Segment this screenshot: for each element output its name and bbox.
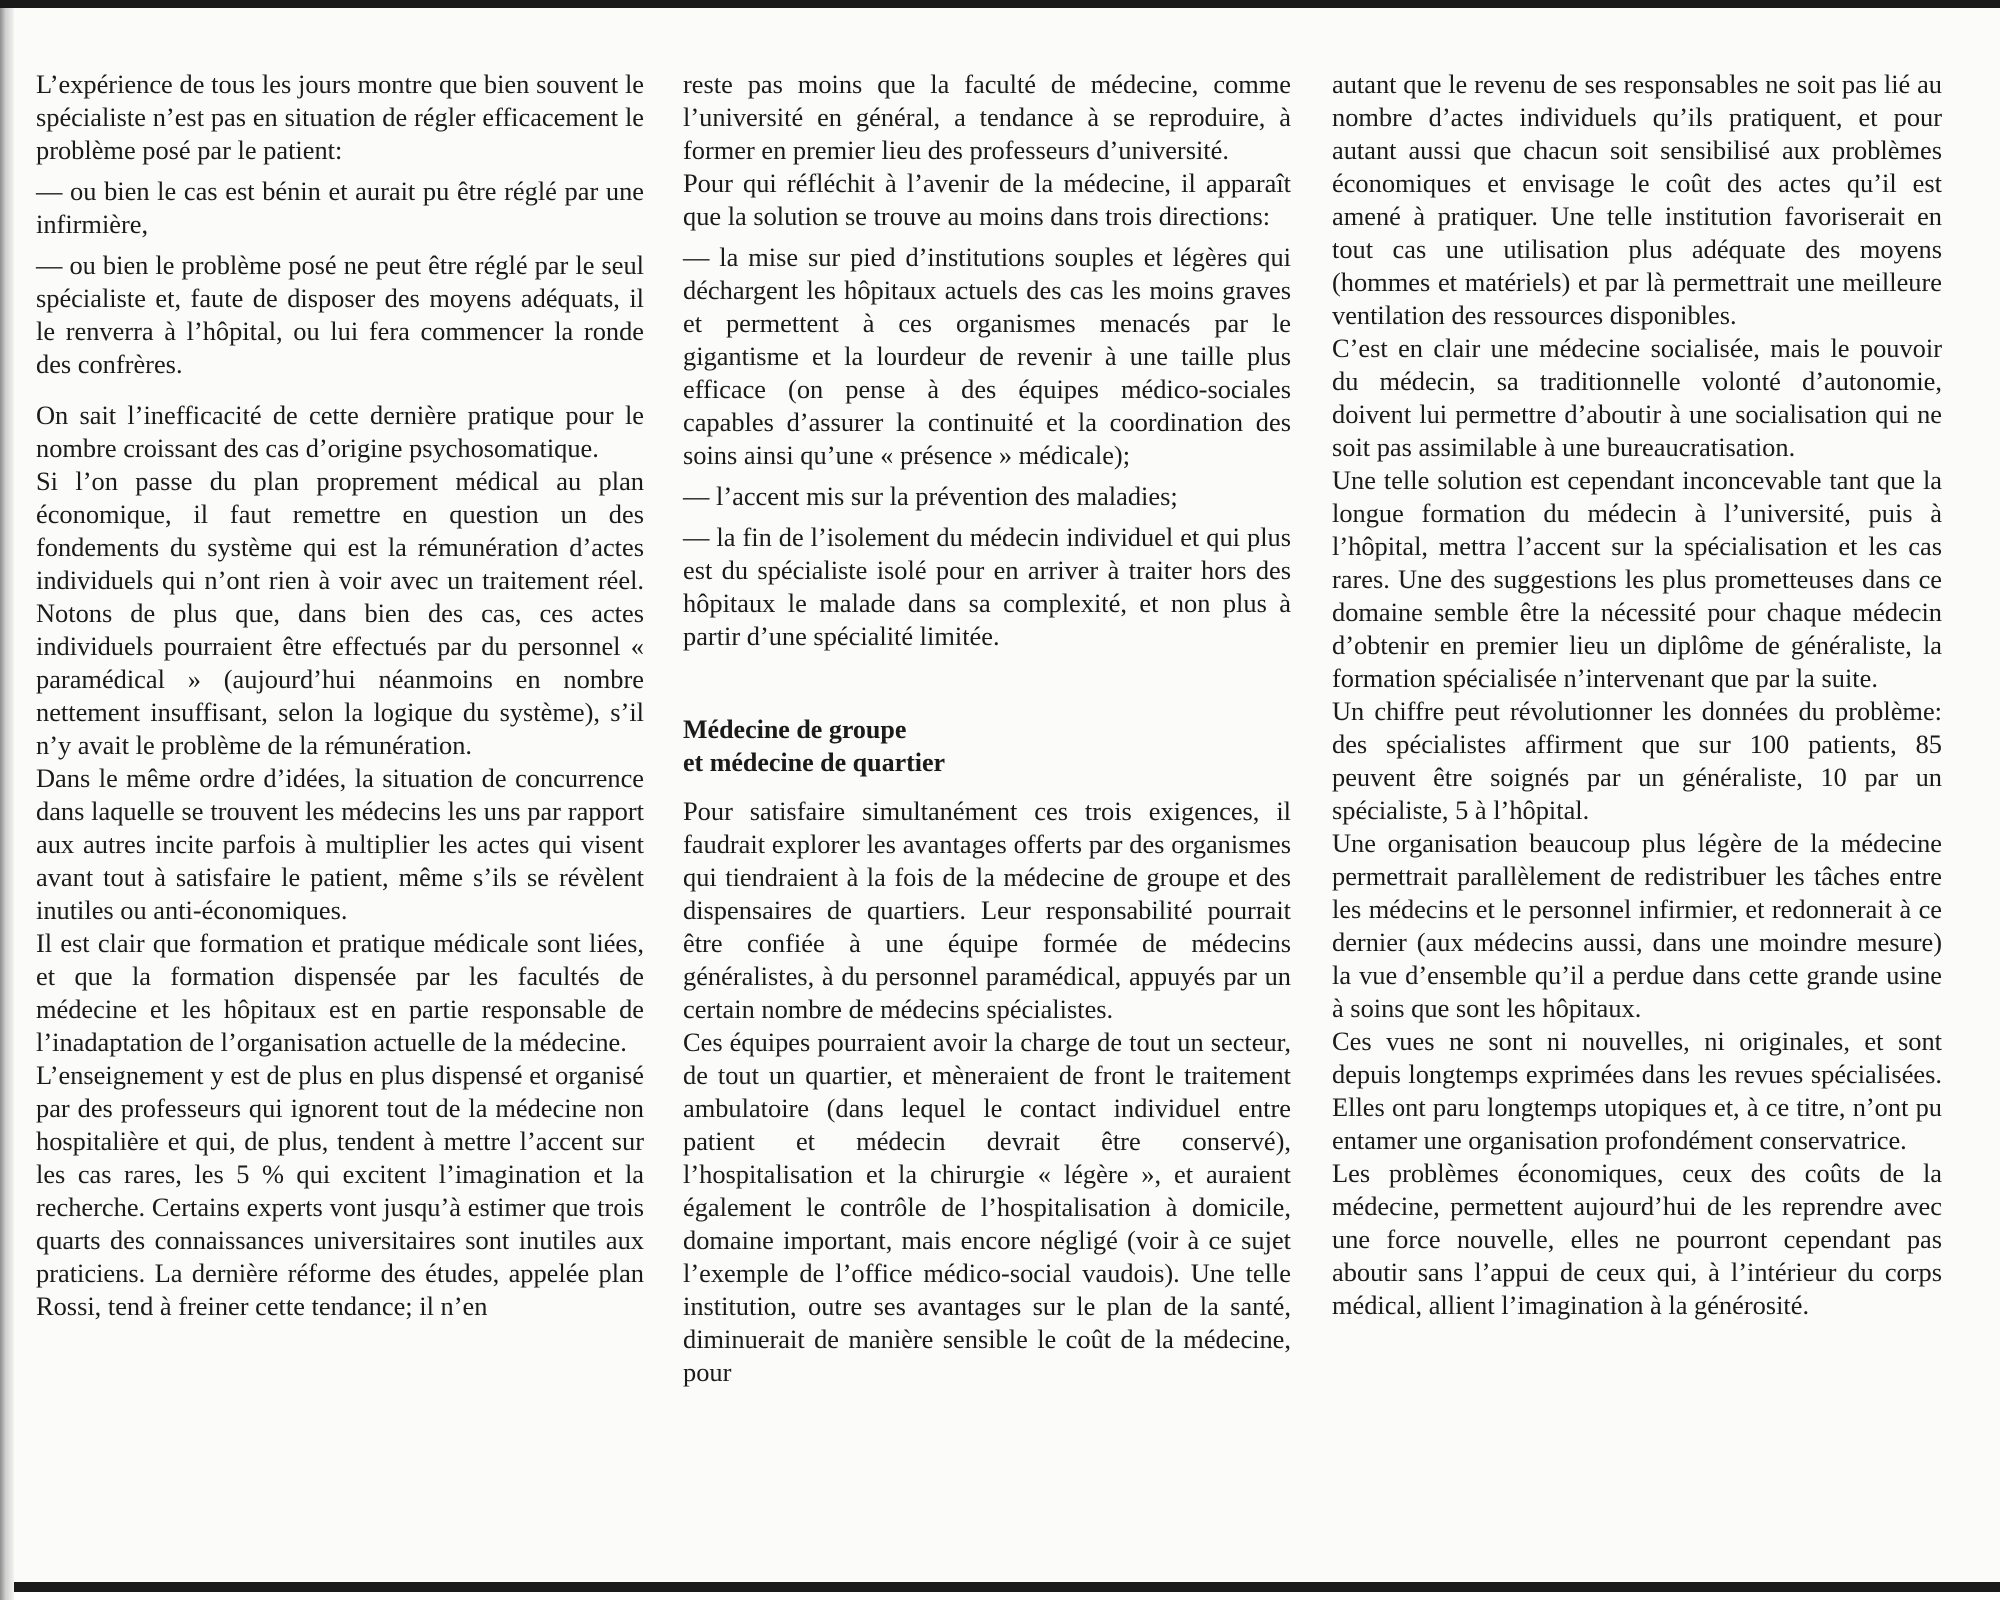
section-heading <box>683 713 1291 779</box>
paragraph: Les problèmes économiques, ceux des coûts de la médecine, permettent aujourd’hui de les reprendre avec une force nouvelle, elles ne pourront cependant pas aboutir sans l’appui de ceux qui, à l’intérieur du corps médical, allient l’imagination à la générosité. <box>1332 1158 1942 1320</box>
paragraph: Ces vues ne sont ni nouvelles, ni originales, et sont depuis longtemps exprimées dans les revues spécialisées. Elles ont paru longtemps utopiques et, à ce titre, n’ont pu entamer une organisation profondément conservatrice. <box>1332 1026 1942 1155</box>
paragraph: L’enseignement y est de plus en plus dispensé et organisé par des professeurs qui ignorent tout de la médecine non hospitalière et qui, de plus, tendent à mettre l’accent sur les cas rares, les 5 % qui excitent l’imagination et la recherche. Certains experts vont jusqu’à estimer que trois quarts des connaissances universitaires sont inutiles aux praticiens. La dernière réforme des études, appelée plan Rossi, tend à freiner cette tendance; il n’en <box>36 1060 644 1321</box>
page-binding-edge <box>0 8 14 1600</box>
paragraph: — ou bien le problème posé ne peut être réglé par le seul spécialiste et, faute de disposer des moyens adéquats, il le renverra à l’hôpital, ou lui fera commencer la ronde des confrères. <box>36 250 644 379</box>
paragraph: Un chiffre peut révolutionner les données du problème: des spécialistes affirment que sur 100 patients, 85 peuvent être soignés par un généraliste, 10 par un spécialiste, 5 à l’hôpital. <box>1332 696 1942 825</box>
paragraph: — la fin de l’isolement du médecin individuel et qui plus est du spécialiste isolé pour en arriver à traiter hors des hôpitaux le malade dans sa complexité, et non plus à partir d’une spécialité limitée. <box>683 522 1291 651</box>
paragraph: C’est en clair une médecine socialisée, mais le pouvoir du médecin, sa traditionnelle volonté d’autonomie, doivent lui permettre d’aboutir à une socialisation qui ne soit pas assimilable à une bureaucratisation. <box>1332 333 1942 462</box>
paragraph: Il est clair que formation et pratique médicale sont liées, et que la formation dispensée par les facultés de médecine et les hôpitaux est en partie responsable de l’inadaptation de l’organisation actuelle de la médecine. <box>36 928 644 1057</box>
paragraph: — la mise sur pied d’institutions souples et légères qui déchargent les hôpitaux actuels des cas les moins graves et permettent à ces organismes menacés par le gigantisme et la lourdeur de revenir à une taille plus efficace (on pense à des équipes médico-sociales capables d’assurer la continuité et la coordination des soins ainsi qu’une « présence » médicale); <box>683 242 1291 470</box>
paragraph: Pour satisfaire simultanément ces trois exigences, il faudrait explorer les avantages offerts par des organismes qui tiendraient à la fois de la médecine de groupe et des dispensaires de quartiers. Leur responsabilité pourrait être confiée à une équipe formée de médecins généralistes, à du personnel paramédical, appuyés par un certain nombre de médecins spécialistes. <box>683 796 1291 1024</box>
paragraph: Ces équipes pourraient avoir la charge de tout un secteur, de tout un quartier, et mèneraient de front le traitement ambulatoire (dans lequel le contact individuel entre patient et médecin devrait être conservé), l’hospitalisation et la chirurgie « légère », et auraient également le contrôle de l’hospitalisation à domicile, domaine important, mais encore négligé (voir à ce sujet l’exemple de l’office médico-social vaudois). Une telle institution, outre ses avantages sur le plan de la santé, diminuerait de manière sensible le coût de la médecine, pour <box>683 1027 1291 1387</box>
paragraph: Une organisation beaucoup plus légère de la médecine permettrait parallèlement de redistribuer les tâches entre les médecins et le personnel infirmier, et redonnerait à ce dernier (aux médecins aussi, dans une moindre mesure) la vue d’ensemble qu’il a perdue dans cette grande usine à soins que sont les hôpitaux. <box>1332 828 1942 1023</box>
paragraph: Pour qui réfléchit à l’avenir de la médecine, il apparaît que la solution se trouve au moins dans trois directions: <box>683 168 1291 231</box>
paragraph: autant que le revenu de ses responsables ne soit pas lié au nombre d’actes individuels qu’ils pratiquent, et pour autant aussi que chacun soit sensibilisé aux problèmes économiques et envisage le coût des actes qu’il est amené à pratiquer. Une telle institution favoriserait en tout cas une utilisation plus adéquate des moyens (hommes et matériels) et par là permettrait une meilleure ventilation des ressources disponibles. <box>1332 69 1942 330</box>
paragraph: On sait l’inefficacité de cette dernière pratique pour le nombre croissant des cas d’origine psychosomatique. <box>36 400 644 463</box>
section-heading-line: Médecine de groupe <box>683 715 907 744</box>
text-column-3 <box>1332 68 1942 1322</box>
paragraph: — l’accent mis sur la prévention des maladies; <box>683 481 1178 511</box>
paragraph: L’expérience de tous les jours montre que bien souvent le spécialiste n’est pas en situation de régler efficacement le problème posé par le patient: <box>36 69 644 165</box>
section-heading-line: et médecine de quartier <box>683 748 946 777</box>
paragraph: Dans le même ordre d’idées, la situation de concurrence dans laquelle se trouvent les médecins les uns par rapport aux autres incite parfois à multiplier les actes qui visent avant tout à satisfaire le patient, même s’ils se révèlent inutiles ou anti-économiques. <box>36 763 644 925</box>
paragraph: — ou bien le cas est bénin et aurait pu être réglé par une infirmière, <box>36 176 644 239</box>
paragraph: Si l’on passe du plan proprement médical au plan économique, il faut remettre en question un des fondements du système qui est la rémunération d’actes individuels qui n’ont rien à voir avec un traitement réel. Notons de plus que, dans bien des cas, ces actes individuels pourraient être effectués par du personnel « paramédical » (aujourd’hui néanmoins en nombre nettement insuffisant, selon la logique du système), s’il n’y avait le problème de la rémunération. <box>36 466 644 760</box>
paragraph: reste pas moins que la faculté de médecine, comme l’université en général, a tendance à se reproduire, à former en premier lieu des professeurs d’université. <box>683 69 1291 165</box>
text-column-2 <box>683 68 1291 1389</box>
text-column-1 <box>36 68 644 1323</box>
paragraph: Une telle solution est cependant inconcevable tant que la longue formation du médecin à l’université, puis à l’hôpital, mettra l’accent sur la spécialisation et les cas rares. Une des suggestions les plus prometteuses dans ce domaine semble être la nécessité pour chaque médecin d’obtenir en premier lieu un diplôme de généraliste, la formation spécialisée n’intervenant que par la suite. <box>1332 465 1942 693</box>
